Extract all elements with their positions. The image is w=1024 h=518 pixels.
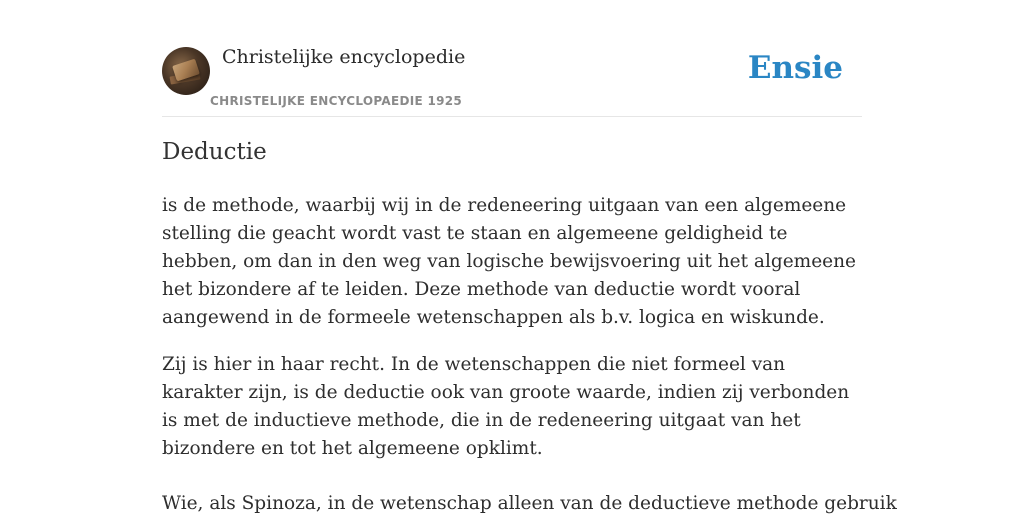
page [162, 0, 897, 514]
article-paragraph: Zij is hier in haar recht. In de wetenschappen die niet formeel van karakter zijn, is de deductie ook van groote waarde, indien zij verbonden is met de inductieve methode, die in de redeneering uitgaat van het bizondere en tot het algemeene opklimt. [162, 354, 850, 459]
source-title[interactable]: Christelijke encyclopedie [222, 46, 466, 68]
article-paragraph: is de methode, waarbij wij in de redeneering uitgaan van een algemeene stelling die geacht wordt vast te staan en algemeene geldigheid te hebben, om dan in den weg van logische bewijsvoering uit het algemeene het bizondere af te leiden. Deze methode van deductie wordt vooral aangewend in de formeele wetenschappen als b.v. logica en wiskunde. [162, 195, 856, 328]
source-avatar[interactable] [162, 47, 210, 95]
brand-logo[interactable]: Ensie [747, 50, 843, 86]
article-paragraph: Wie, als Spinoza, in de wetenschap alleen van de deductieve methode gebruik [162, 493, 897, 514]
header [162, 0, 862, 117]
article-title: Deductie [162, 139, 267, 165]
source-subtitle[interactable]: CHRISTELIJKE ENCYCLOPAEDIE 1925 [210, 94, 463, 108]
